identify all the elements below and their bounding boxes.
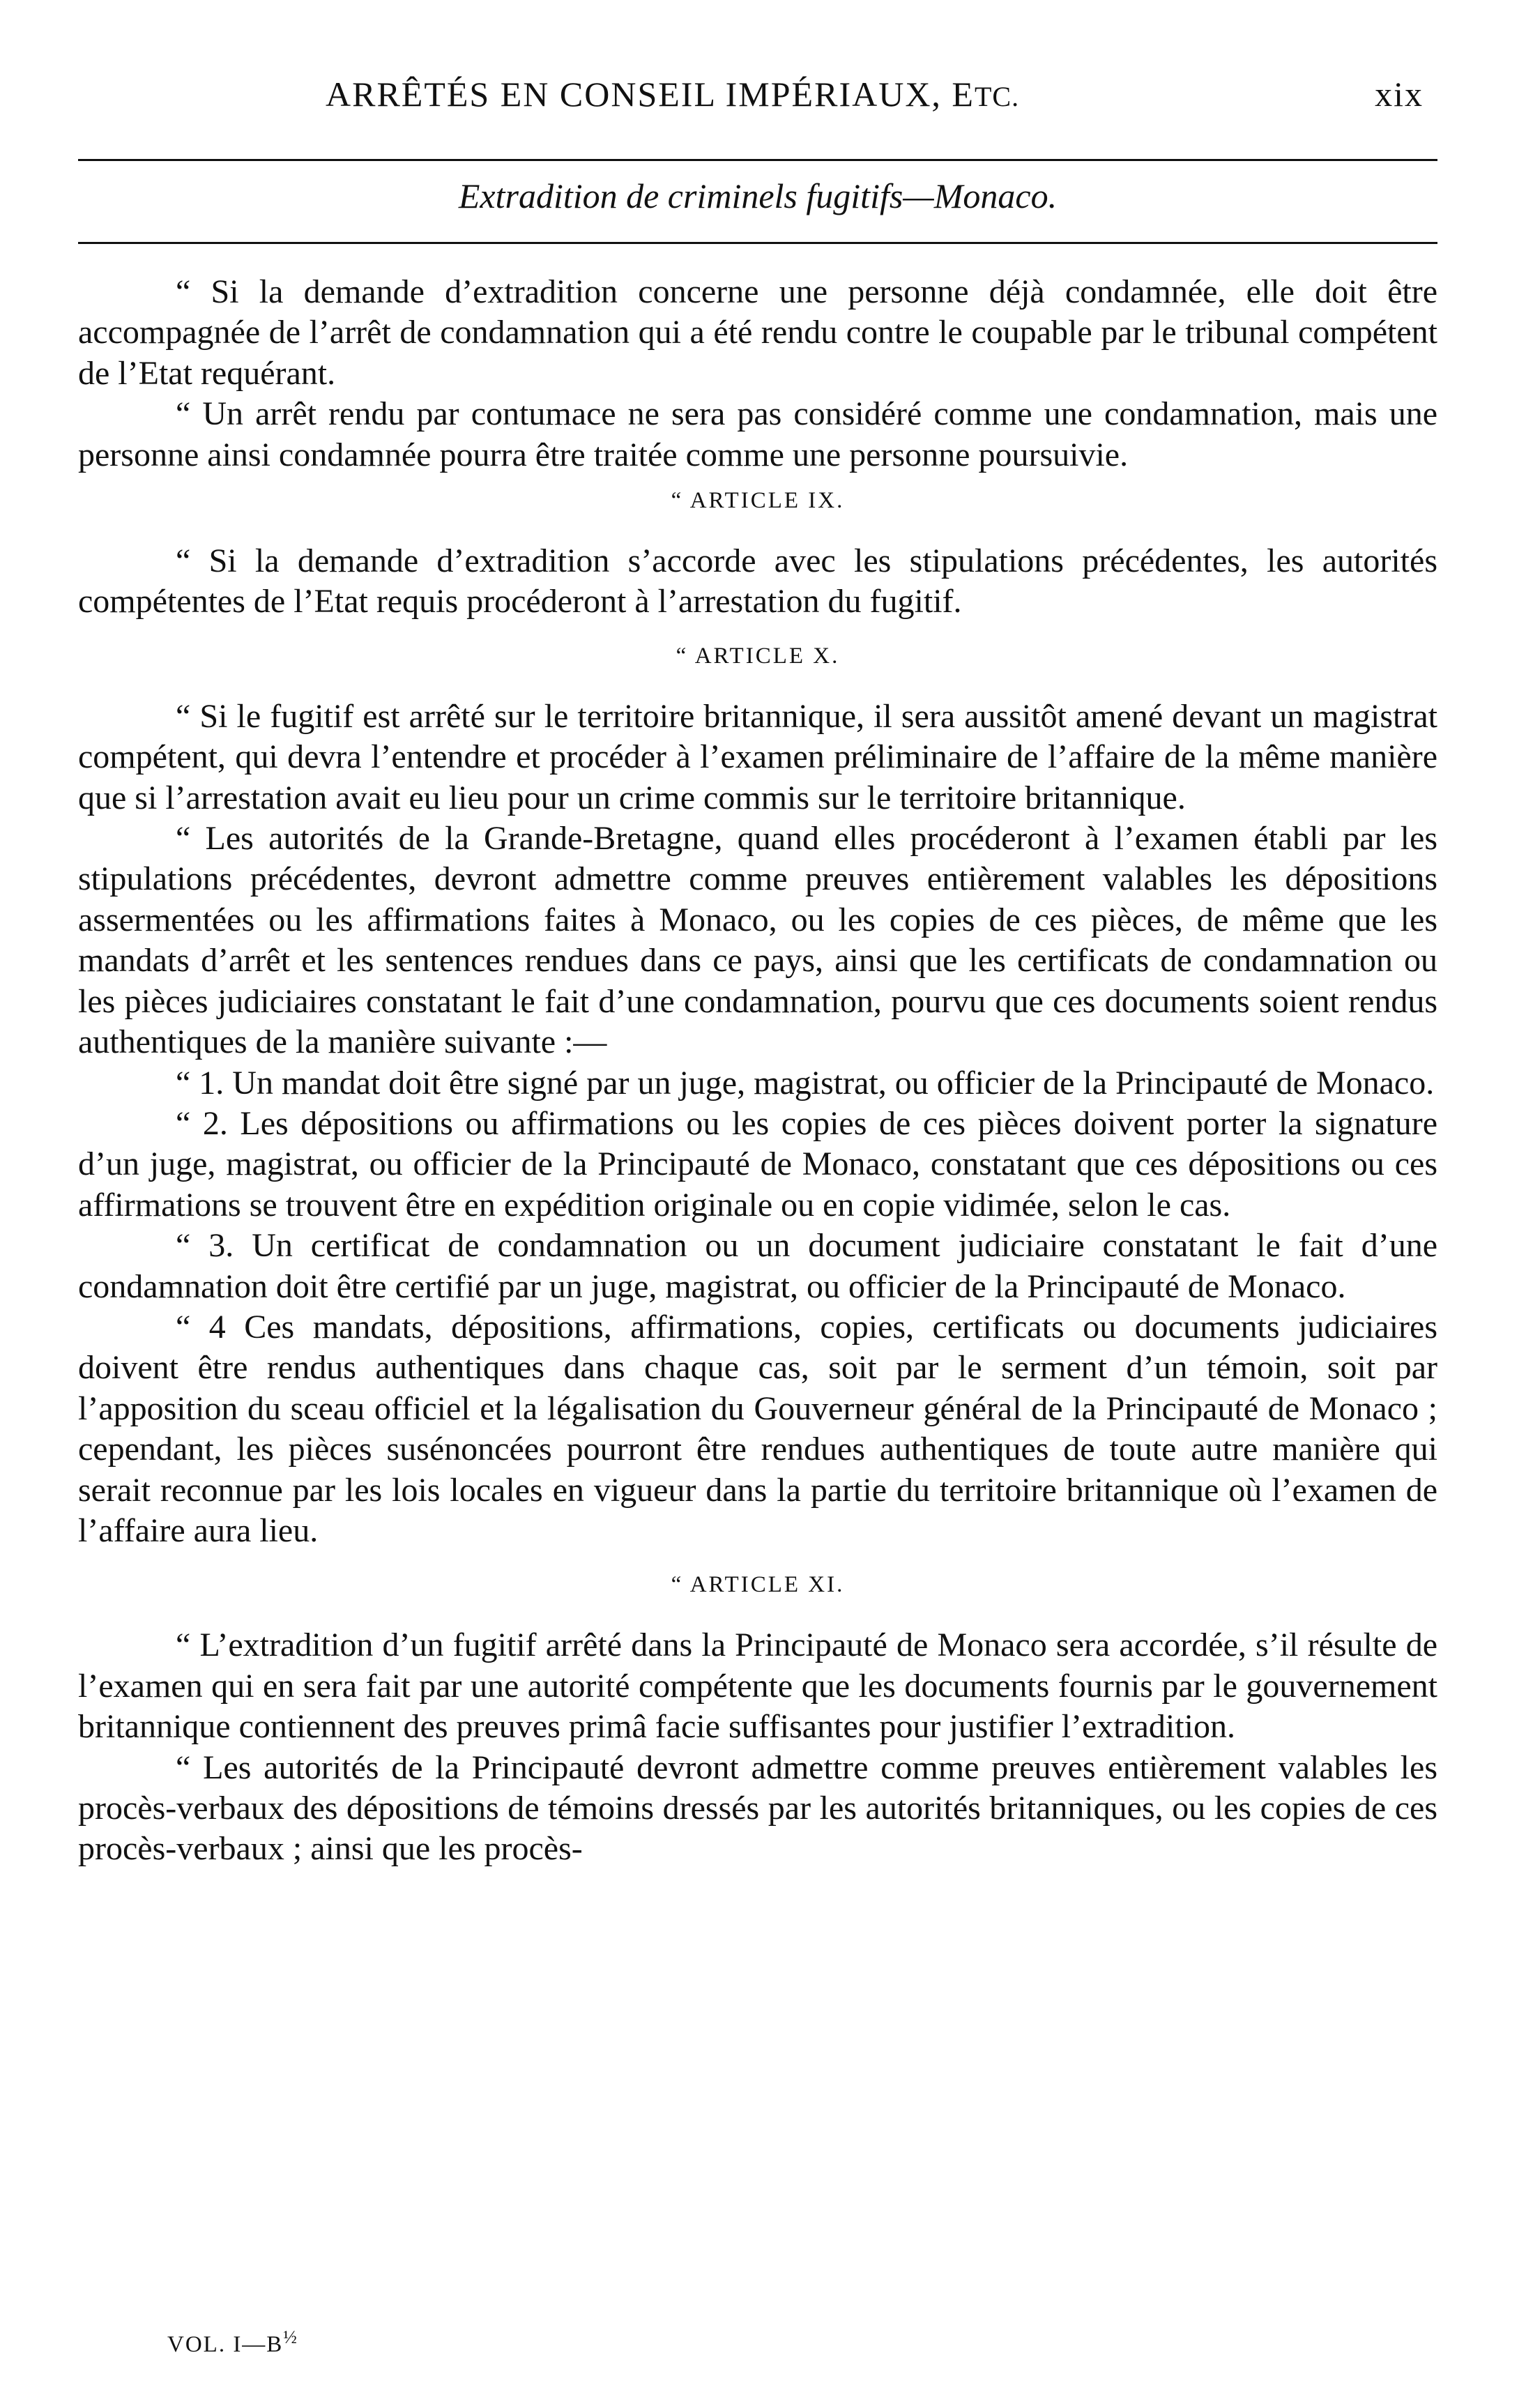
paragraph: “ 3. Un certificat de condamnation ou un document judiciaire constatant le fait d’une condamnation doit être certifié par un juge, magistrat, ou officier de la Principauté de Monaco. (78, 1227, 1437, 1305)
signature-mark: VOL. I—B (167, 2332, 284, 2357)
body-text (78, 272, 1437, 1870)
paragraph: “ Les autorités de la Principauté devront admettre comme preuves entièrement valables les procès-verbaux des dépositions de témoins dressés par les autorités britanniques, ou les copies de ces procès-verbaux ; ainsi que les procès- (78, 1748, 1437, 1868)
paragraph: “ Les autorités de la Grande-Bretagne, quand elles procéderont à l’examen établi par les stipulations précédentes, devront admettre comme preuves entièrement valables les dépositions assermentées ou les affirmations faites à Monaco, ou les copies de ces pièces, de même que les mandats d’arrêt et les sentences rendues dans ce pays, ainsi que les certificats de condamnation ou les pièces judiciaires constatant le fait d’une condamnation, pourvu que ces documents soient rendus authentiques de la manière suivante :— (78, 820, 1437, 1061)
section-subtitle: Extradition de criminels fugitifs—Monaco. (458, 176, 1058, 215)
article-heading: “ ARTICLE X. (676, 643, 840, 669)
running-title-smallcaps: TC. (974, 81, 1020, 112)
paragraph: “ 1. Un mandat doit être signé par un juge, magistrat, ou officier de la Principauté de Monaco. (176, 1064, 1435, 1102)
signature-fraction: ½ (283, 2327, 298, 2347)
paragraph: “ 2. Les dépositions ou affirmations ou les copies de ces pièces doivent porter la signature d’un juge, magistrat, ou officier de la Principauté de Monaco, constatant que ces dépositions ou ces affirmations se trouvent être en expédition originale ou en copie vidimée, selon le cas. (78, 1104, 1437, 1224)
article-heading: “ ARTICLE XI. (671, 1572, 845, 1598)
page-number: xix (1375, 75, 1424, 114)
paragraph: “ L’extradition d’un fugitif arrêté dans la Principauté de Monaco sera accordée, s’il résulte de l’examen qui en sera fait par une autorité compétente que les documents fournis par le gouvernement britannique contiennent des preuves primâ facie suffisantes pour justifier l’extradition. (78, 1626, 1437, 1746)
running-head (78, 67, 1437, 123)
paragraph: “ Un arrêt rendu par contumace ne sera pas considéré comme une condamnation, mais une personne ainsi condamnée pourra être traitée comme une personne poursuivie. (78, 395, 1437, 473)
paragraph: “ Si la demande d’extradition concerne une personne déjà condamnée, elle doit être accompagnée de l’arrêt de condamnation qui a été rendu contre le coupable par le tribunal compétent de l’Etat requérant. (78, 273, 1437, 392)
header-rule-top (78, 159, 1437, 161)
running-title-main: ARRÊTÉS EN CONSEIL IMPÉRIAUX, E (326, 75, 975, 114)
paragraph: “ 4 Ces mandats, dépositions, affirmations, copies, certificats ou documents judiciaires doivent être rendus authentiques dans chaque cas, soit par le serment d’un témoin, soit par l’apposition du sceau officiel et la légalisation du Gouverneur général de la Principauté de Monaco ; cependant, les pièces susénoncées pourront être rendues authentiques de toute autre manière qui serait reconnue par les lois locales en vigueur dans la partie du territoire britannique où l’examen de l’affaire aura lieu. (78, 1308, 1437, 1549)
header-rule-bottom (78, 242, 1437, 244)
paragraph: “ Si la demande d’extradition s’accorde avec les stipulations précédentes, les autorités compétentes de l’Etat requis procéderont à l’arrestation du fugitif. (78, 542, 1437, 620)
article-heading: “ ARTICLE IX. (671, 488, 845, 514)
running-title (326, 74, 1019, 114)
printer-signature (167, 2327, 298, 2358)
paragraph: “ Si le fugitif est arrêté sur le territoire britannique, il sera aussitôt amené devant un magistrat compétent, qui devra l’entendre et procéder à l’examen préliminaire de l’affaire de la même manière que si l’arrestation avait eu lieu pour un crime commis sur le territoire britannique. (78, 697, 1437, 816)
